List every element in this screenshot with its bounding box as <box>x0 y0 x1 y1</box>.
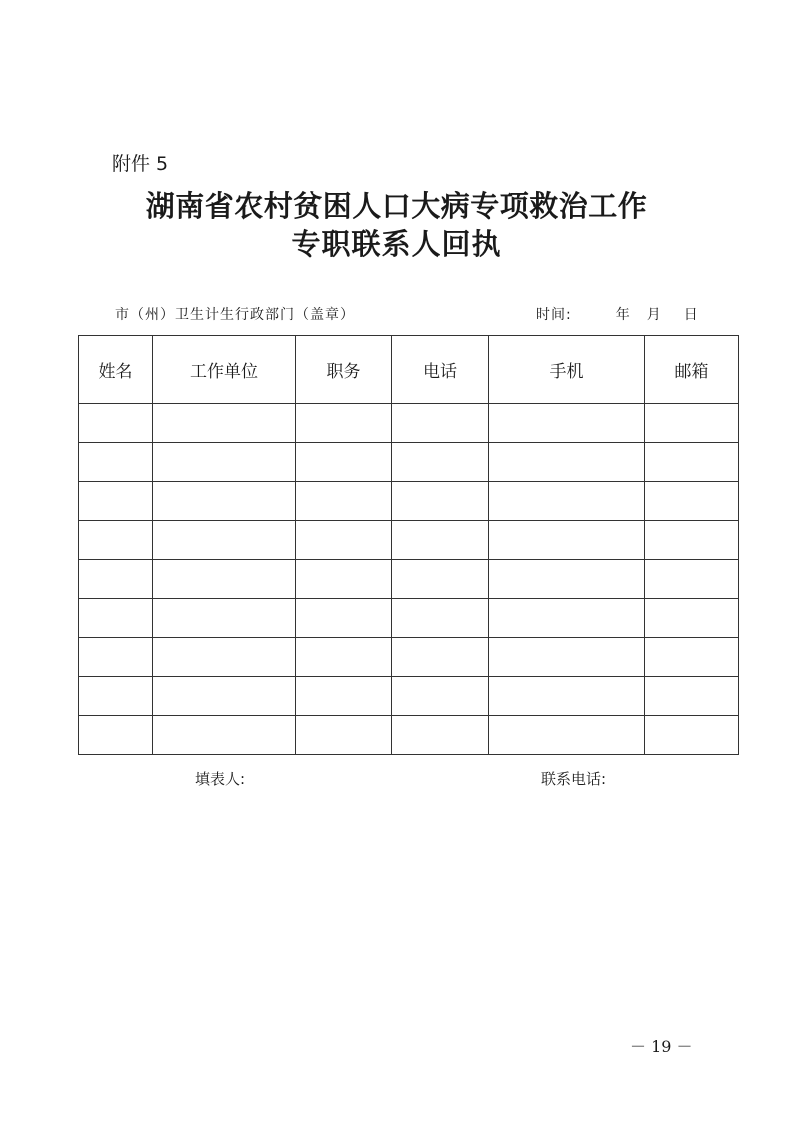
table-cell[interactable] <box>79 560 153 599</box>
table-cell[interactable] <box>79 404 153 443</box>
table-row <box>79 716 739 755</box>
time-field <box>536 304 699 324</box>
year-label: 年 <box>615 307 631 323</box>
table-cell[interactable] <box>79 443 153 482</box>
table-cell[interactable] <box>153 677 296 716</box>
contact-phone-label: 联系电话: <box>541 770 607 788</box>
table-cell[interactable] <box>79 716 153 755</box>
table-cell[interactable] <box>645 521 739 560</box>
table-cell[interactable] <box>153 521 296 560</box>
contact-table <box>78 335 739 755</box>
table-cell[interactable] <box>392 482 489 521</box>
table-row <box>79 677 739 716</box>
table-cell[interactable] <box>296 482 392 521</box>
table-cell[interactable] <box>79 599 153 638</box>
table-cell[interactable] <box>296 638 392 677</box>
table-cell[interactable] <box>296 599 392 638</box>
table-cell[interactable] <box>392 716 489 755</box>
header-position: 职务 <box>296 336 392 404</box>
department-label: 市（州）卫生计生行政部门（盖章） <box>115 307 355 323</box>
table-cell[interactable] <box>392 638 489 677</box>
table-cell[interactable] <box>645 560 739 599</box>
table-cell[interactable] <box>645 443 739 482</box>
table-cell[interactable] <box>296 560 392 599</box>
table-cell[interactable] <box>645 404 739 443</box>
table-cell[interactable] <box>489 482 645 521</box>
table-row <box>79 482 739 521</box>
table-cell[interactable] <box>392 677 489 716</box>
table-cell[interactable] <box>645 599 739 638</box>
header-mobile: 手机 <box>489 336 645 404</box>
table-cell[interactable] <box>153 716 296 755</box>
time-label: 时间: <box>536 307 572 323</box>
table-cell[interactable] <box>392 443 489 482</box>
header-email: 邮箱 <box>645 336 739 404</box>
table-cell[interactable] <box>153 560 296 599</box>
table-row <box>79 599 739 638</box>
filler-label: 填表人: <box>195 770 246 788</box>
table-row <box>79 560 739 599</box>
header-phone: 电话 <box>392 336 489 404</box>
table-cell[interactable] <box>645 677 739 716</box>
table-row <box>79 404 739 443</box>
table-cell[interactable] <box>489 521 645 560</box>
table-cell[interactable] <box>296 716 392 755</box>
table-cell[interactable] <box>489 638 645 677</box>
table-cell[interactable] <box>392 521 489 560</box>
table-cell[interactable] <box>645 716 739 755</box>
document-title-line1: 湖南省农村贫困人口大病专项救治工作 <box>145 189 648 223</box>
table-cell[interactable] <box>489 599 645 638</box>
table-cell[interactable] <box>489 560 645 599</box>
table-cell[interactable] <box>79 638 153 677</box>
table-cell[interactable] <box>296 521 392 560</box>
table-row <box>79 521 739 560</box>
month-label: 月 <box>646 307 662 323</box>
table-cell[interactable] <box>79 482 153 521</box>
page-number: － 19 － <box>630 1037 693 1056</box>
table-cell[interactable] <box>296 404 392 443</box>
attachment-label: 附件 5 <box>112 153 169 175</box>
table-cell[interactable] <box>489 404 645 443</box>
table-cell[interactable] <box>153 638 296 677</box>
day-label: 日 <box>683 307 699 323</box>
table-cell[interactable] <box>489 443 645 482</box>
table-cell[interactable] <box>392 404 489 443</box>
table-cell[interactable] <box>296 443 392 482</box>
header-name: 姓名 <box>79 336 153 404</box>
table-cell[interactable] <box>392 599 489 638</box>
table-cell[interactable] <box>489 716 645 755</box>
table-body <box>79 404 739 755</box>
table-cell[interactable] <box>153 404 296 443</box>
table-cell[interactable] <box>645 638 739 677</box>
table-cell[interactable] <box>153 599 296 638</box>
header-work-unit: 工作单位 <box>153 336 296 404</box>
table-header-row <box>79 336 739 404</box>
table-cell[interactable] <box>79 521 153 560</box>
table-cell[interactable] <box>153 443 296 482</box>
table-cell[interactable] <box>296 677 392 716</box>
document-title-line2: 专职联系人回执 <box>291 227 502 261</box>
table-cell[interactable] <box>392 560 489 599</box>
table-cell[interactable] <box>489 677 645 716</box>
table-cell[interactable] <box>153 482 296 521</box>
table-row <box>79 638 739 677</box>
table-cell[interactable] <box>79 677 153 716</box>
table-row <box>79 443 739 482</box>
table-cell[interactable] <box>645 482 739 521</box>
